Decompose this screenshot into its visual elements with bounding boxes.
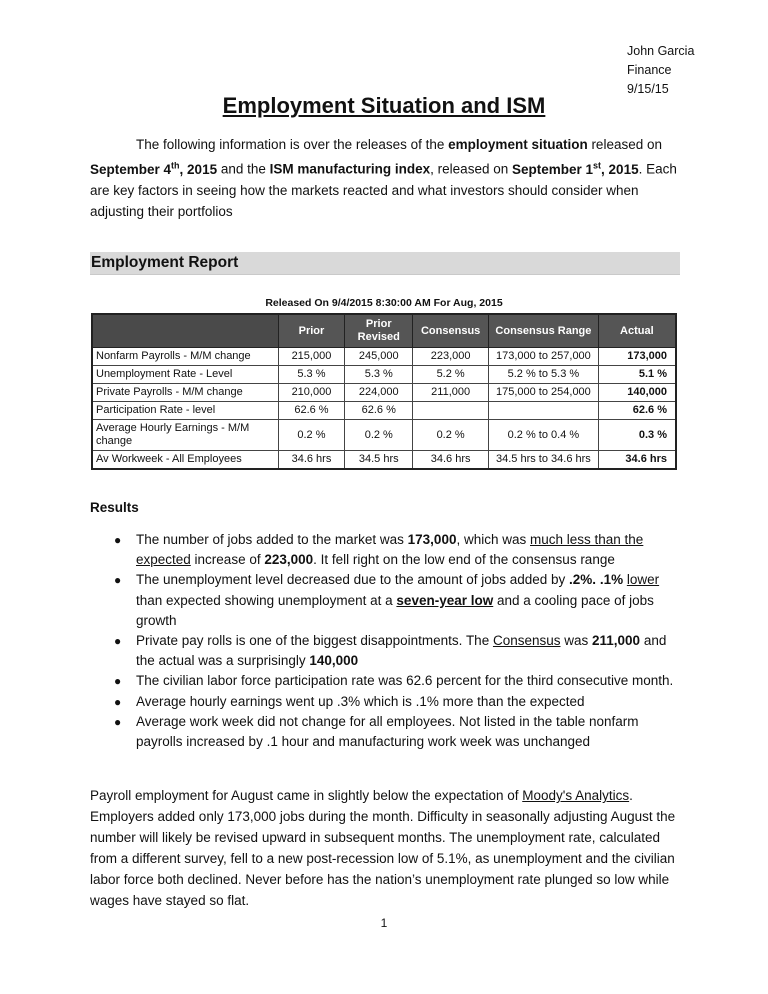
- cell-prior: 0.2 %: [278, 420, 345, 451]
- header-consensus-range: Consensus Range: [489, 314, 599, 348]
- cell-range: 0.2 % to 0.4 %: [489, 420, 599, 451]
- cell-consensus: 0.2 %: [413, 420, 489, 451]
- cell-actual: 34.6 hrs: [598, 451, 676, 470]
- table-row: [92, 366, 676, 384]
- cell-actual: 0.3 %: [598, 420, 676, 451]
- moodys-analytics-link[interactable]: Moody's Analytics: [522, 788, 630, 803]
- list-item: ● Average hourly earnings went up .3% which is .1% more than the expected: [90, 692, 680, 712]
- cell-consensus: 5.2 %: [413, 366, 489, 384]
- header-prior-revised: Prior Revised: [345, 314, 413, 348]
- list-item: ● Average work week did not change for all employees. Not listed in the table nonfarm payrolls increased by .1 hour and manufacturing work week was unchanged: [114, 713, 639, 750]
- list-item: ● The civilian labor force participation rate was 62.6 percent for the third consecutive month.: [90, 671, 680, 691]
- header-prior: Prior: [278, 314, 345, 348]
- cell-range: 175,000 to 254,000: [489, 384, 599, 402]
- list-item: ● The unemployment level decreased due to the amount of jobs added by .2%. .1% lower than expected showing unemployment at a seven-year low and a cooling pace of jobs growth: [114, 572, 660, 628]
- cell-prior: 215,000: [278, 348, 345, 366]
- cell-revised: 62.6 %: [345, 402, 413, 420]
- bullet-icon: ●: [114, 694, 122, 709]
- row-label: Participation Rate - level: [92, 402, 278, 420]
- cell-range: 34.5 hrs to 34.6 hrs: [489, 451, 599, 470]
- bullet-icon: ●: [114, 634, 122, 649]
- cell-revised: 0.2 %: [345, 420, 413, 451]
- cell-revised: 5.3 %: [345, 366, 413, 384]
- results-heading: Results: [90, 500, 139, 515]
- header-consensus: Consensus: [413, 314, 489, 348]
- cell-consensus: 211,000: [413, 384, 489, 402]
- row-label: Average Hourly Earnings - M/M change: [92, 420, 278, 451]
- table-row: [92, 420, 676, 451]
- header-actual: Actual: [598, 314, 676, 348]
- bullet-icon: ●: [114, 714, 122, 729]
- document-date: 9/15/15: [627, 82, 669, 96]
- list-item: ● Private pay rolls is one of the biggest disappointments. The Consensus was 211,000 and the actual was a surprisingly 140,000: [114, 633, 667, 669]
- cell-prior: 210,000: [278, 384, 345, 402]
- author-department: Finance: [627, 63, 672, 77]
- cell-revised: 34.5 hrs: [345, 451, 413, 470]
- author-name: John Garcia: [627, 44, 695, 58]
- row-label: Av Workweek - All Employees: [92, 451, 278, 470]
- cell-prior: 62.6 %: [278, 402, 345, 420]
- page-title: Employment Situation and ISM: [222, 93, 546, 118]
- list-item: ● The number of jobs added to the market was 173,000, which was much less than the expected increase of 223,000. It fell right on the low end of the consensus range: [114, 532, 644, 568]
- employment-table: [91, 313, 677, 470]
- bullet-icon: ●: [114, 573, 122, 588]
- cell-prior: 34.6 hrs: [278, 451, 345, 470]
- table-row: [92, 348, 676, 366]
- cell-actual: 5.1 %: [598, 366, 676, 384]
- cell-actual: 140,000: [598, 384, 676, 402]
- page-number: 1: [380, 916, 388, 930]
- cell-actual: 173,000: [598, 348, 676, 366]
- cell-consensus: 223,000: [413, 348, 489, 366]
- cell-consensus: [413, 402, 489, 420]
- bullet-icon: ●: [114, 674, 122, 689]
- header-blank: [92, 314, 278, 348]
- cell-consensus: 34.6 hrs: [413, 451, 489, 470]
- cell-revised: 245,000: [345, 348, 413, 366]
- cell-prior: 5.3 %: [278, 366, 345, 384]
- row-label: Unemployment Rate - Level: [92, 366, 278, 384]
- row-label: Private Payrolls - M/M change: [92, 384, 278, 402]
- table-row: [92, 384, 676, 402]
- results-list: [90, 530, 680, 752]
- author-block: [627, 42, 694, 99]
- table-row: [92, 451, 676, 470]
- section-heading-bar: [90, 252, 680, 275]
- row-label: Nonfarm Payrolls - M/M change: [92, 348, 278, 366]
- closing-paragraph: Payroll employment for August came in slightly below the expectation of Moody's Analytics. Employers added only 173,000 jobs during the month. Difficulty in seasonally adjusting August the number will likely be revised upward in subsequent months. The unemployment rate, calculated from a different survey, fell to a new post-recession low of 5.1%, as unemployment and the civilian labor force both declined. Never before has the nation’s unemployment rate plunged so low while wages have stayed so flat.: [90, 788, 676, 908]
- table-header-row: [92, 314, 676, 348]
- cell-revised: 224,000: [345, 384, 413, 402]
- bullet-icon: ●: [114, 533, 122, 547]
- cell-range: 173,000 to 257,000: [489, 348, 599, 366]
- table-row: [92, 402, 676, 420]
- cell-range: 5.2 % to 5.3 %: [489, 366, 599, 384]
- cell-actual: 62.6 %: [598, 402, 676, 420]
- intro-paragraph: The following information is over the releases of the employment situation released on September 4th, 2015 and the ISM manufacturing index, released on September 1st, 2015. Each are key factors in seeing how the markets reacted and what investors should consider when adjusting their portfolios: [90, 137, 677, 219]
- release-info: Released On 9/4/2015 8:30:00 AM For Aug, 2015: [265, 297, 503, 309]
- section-heading: Employment Report: [91, 254, 239, 271]
- cell-range: [489, 402, 599, 420]
